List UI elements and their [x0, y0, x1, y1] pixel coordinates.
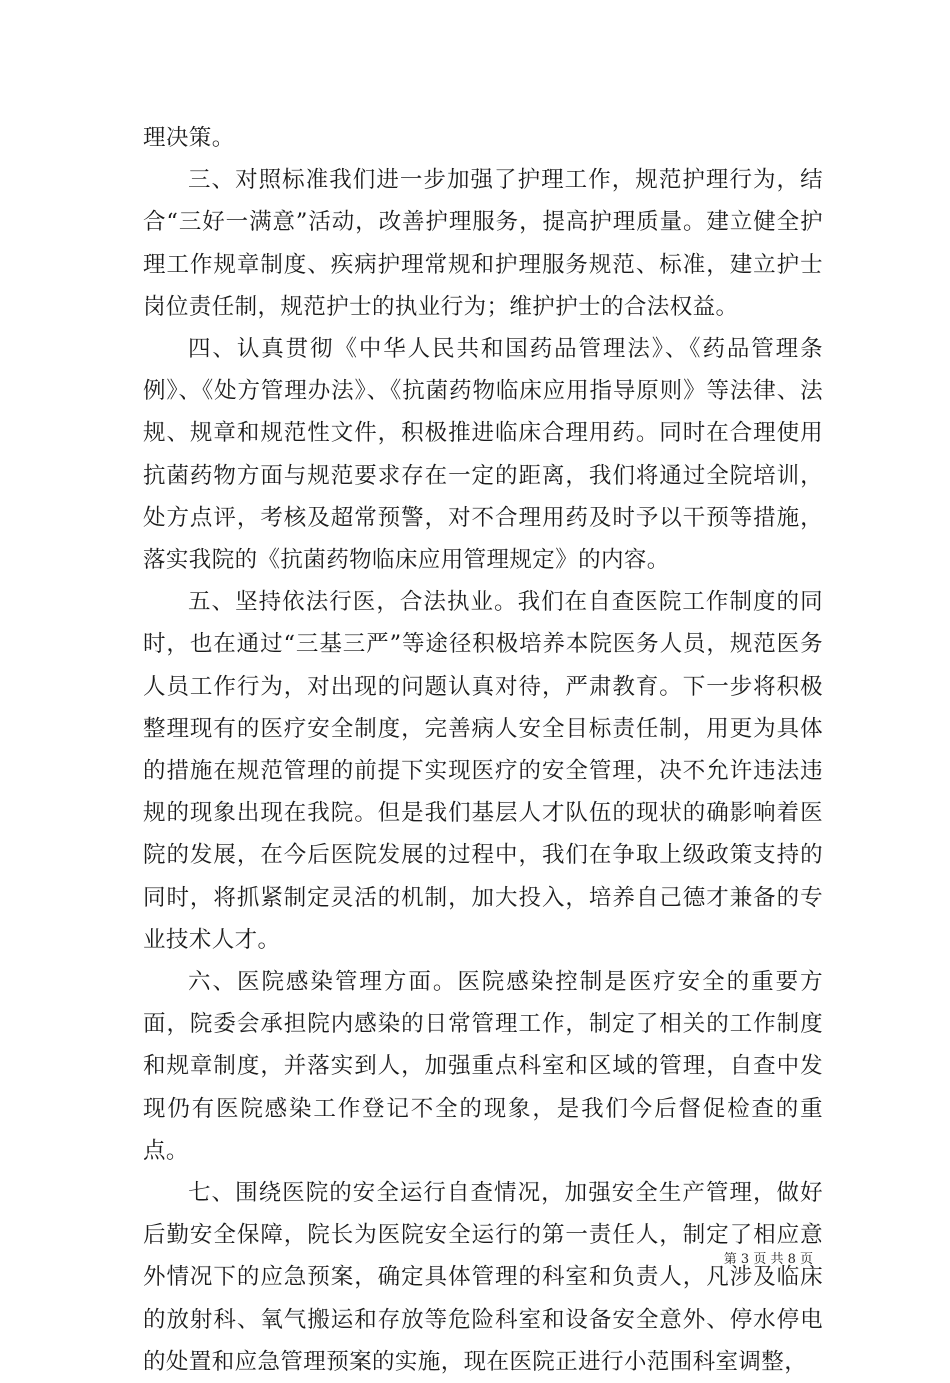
paragraph-infection-control: 六、医院感染管理方面。医院感染控制是医疗安全的重要方面，院委会承担院内感染的日常管理工作，制定了相关的工作制度和规章制度，并落实到人，加强重点科室和区域的管理，自查中发现仍有医院感染工作登记不全的现象，是我们今后督促检查的重点。 — [143, 969, 823, 1164]
page-number: 第 3 页 共 8 页 — [723, 1252, 813, 1267]
paragraph-safety-operation: 七、围绕医院的安全运行自查情况，加强安全生产管理，做好后勤安全保障，院长为医院安全运行的第一责任人，制定了相应意外情况下的应急预案，确定具体管理的科室和负责人，凡涉及临床的放射科、氧气搬运和存放等危险科室和设备安全意外、停水停电的处置和应急管理预案的实施，现在医院正进行小范围科室调整， — [143, 1180, 823, 1375]
document-body — [143, 117, 823, 1383]
paragraph-nursing: 三、对照标准我们进一步加强了护理工作，规范护理行为，结合“三好一满意”活动，改善护理服务，提高护理质量。建立健全护理工作规章制度、疾病护理常规和护理服务规范、标准，建立护士岗位责任制，规范护士的执业行为；维护护士的合法权益。 — [143, 167, 823, 320]
paragraph-drug-management: 四、认真贯彻《中华人民共和国药品管理法》、《药品管理条例》、《处方管理办法》、《抗菌药物临床应用指导原则》等法律、法规、规章和规范性文件，积极推进临床合理用药。同时在合理使用抗菌药物方面与规范要求存在一定的距离，我们将通过全院培训，处方点评，考核及超常预警，对不合理用药及时予以干预等措施，落实我院的《抗菌药物临床应用管理规定》的内容。 — [143, 336, 823, 574]
paragraph-continuation: 理决策。 — [143, 125, 235, 151]
paragraph-lawful-practice: 五、坚持依法行医，合法执业。我们在自查医院工作制度的同时，也在通过“三基三严”等途径积极培养本院医务人员，规范医务人员工作行为，对出现的问题认真对待，严肃教育。下一步将积极整理现有的医疗安全制度，完善病人安全目标责任制，用更为具体的措施在规范管理的前提下实现医疗的安全管理，决不允许违法违规的现象出现在我院。但是我们基层人才队伍的现状的确影响着医院的发展，在今后医院发展的过程中，我们在争取上级政策支持的同时，将抓紧制定灵活的机制，加大投入，培养自己德才兼备的专业技术人才。 — [143, 589, 823, 953]
